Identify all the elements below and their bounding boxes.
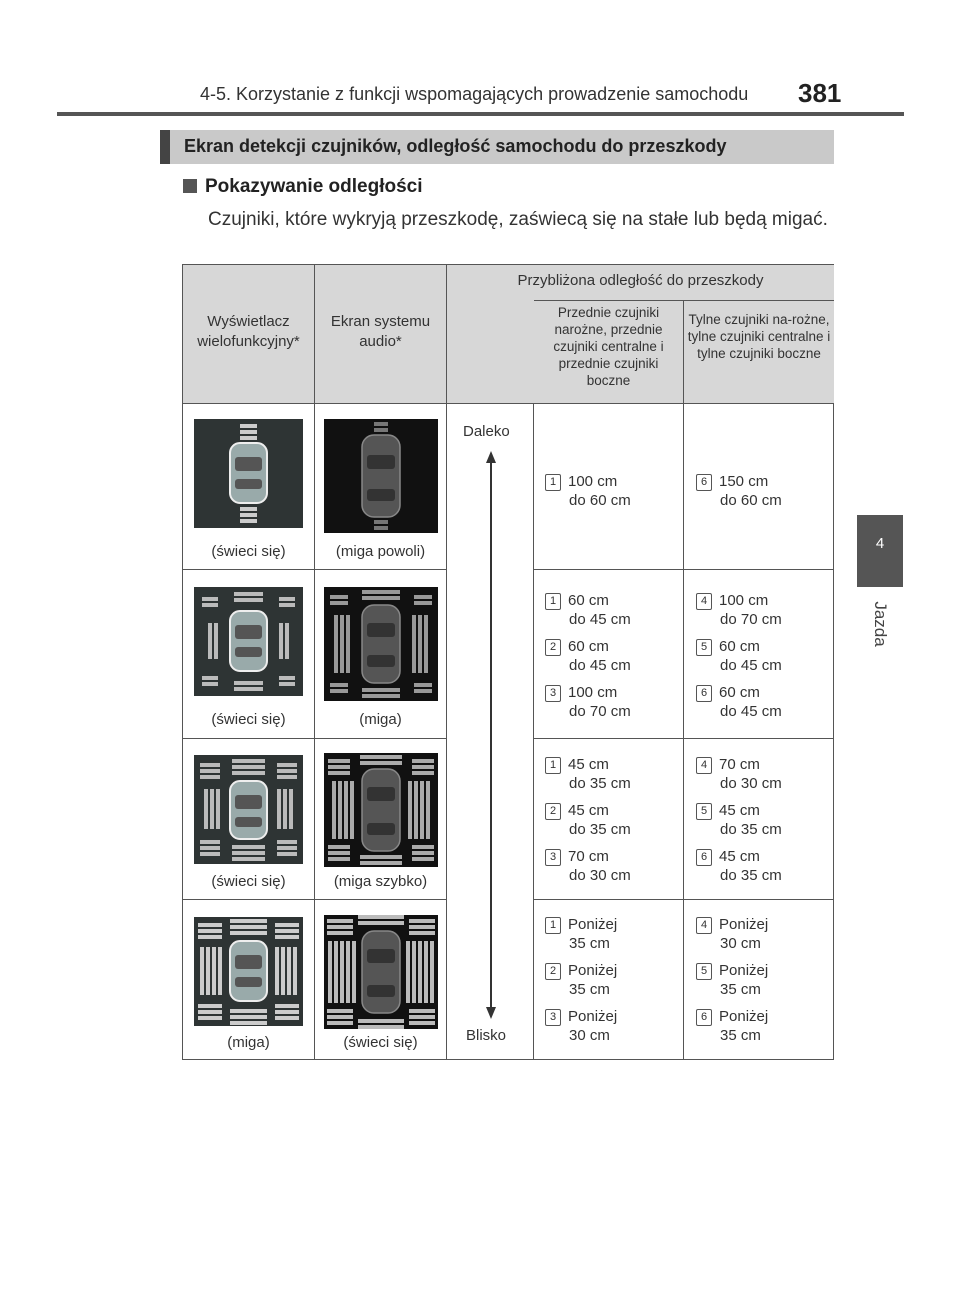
sensor-number: 2 bbox=[545, 803, 561, 820]
sensor-number: 4 bbox=[696, 593, 712, 610]
distance-entry: 3 Poniżej 30 cm bbox=[545, 1007, 617, 1045]
section-title: Ekran detekcji czujników, odległość samochodu do przeszkody bbox=[160, 130, 834, 164]
grid-line bbox=[533, 569, 834, 570]
header-audio-screen-text: Ekran systemu audio* bbox=[330, 313, 431, 350]
header-multi-display-text: Wyświetlacz wielofunkcyjny* bbox=[197, 313, 300, 350]
sensor-number: 3 bbox=[545, 1009, 561, 1026]
sensor-number: 1 bbox=[545, 474, 561, 491]
audio-screen-image-3 bbox=[324, 753, 438, 867]
distance-entry: 4 70 cm do 30 cm bbox=[696, 755, 782, 793]
sensor-number: 4 bbox=[696, 757, 712, 774]
sensor-number: 6 bbox=[696, 474, 712, 491]
multi-display-image-3 bbox=[194, 755, 303, 864]
multi-display-image-1 bbox=[194, 419, 303, 528]
header-rear-sensors-text: Tylne czujniki na-rożne, tylne czujniki centralne i tylne czujniki boczne bbox=[687, 312, 831, 361]
chapter-tab: 4 bbox=[857, 515, 903, 587]
audio-screen-caption: (miga szybko) bbox=[333, 873, 428, 890]
distance-entry: 3 100 cm do 70 cm bbox=[545, 683, 631, 721]
sensor-number: 6 bbox=[696, 1009, 712, 1026]
audio-screen-caption: (miga) bbox=[359, 711, 402, 728]
subheading-text: Pokazywanie odległości bbox=[205, 176, 423, 197]
distance-entry: 5 Poniżej 35 cm bbox=[696, 961, 768, 999]
sensor-number: 6 bbox=[696, 685, 712, 702]
near-label: Blisko bbox=[466, 1027, 507, 1044]
sensor-number: 2 bbox=[545, 639, 561, 656]
chapter-label-text: Jazda bbox=[871, 601, 890, 647]
distance-entry: 6 Poniżej 35 cm bbox=[696, 1007, 768, 1045]
distance-entry: 2 45 cm do 35 cm bbox=[545, 801, 631, 839]
grid-line bbox=[534, 300, 834, 301]
distance-entry: 5 60 cm do 45 cm bbox=[696, 637, 782, 675]
sensor-distance-table bbox=[182, 264, 834, 1060]
multi-display-caption: (miga) bbox=[227, 1034, 270, 1051]
distance-entry: 1 100 cm do 60 cm bbox=[545, 472, 631, 510]
chapter-label bbox=[858, 594, 902, 654]
distance-entry: 5 45 cm do 35 cm bbox=[696, 801, 782, 839]
audio-screen-image-1 bbox=[324, 419, 438, 533]
grid-line bbox=[533, 403, 534, 1059]
distance-entry: 6 60 cm do 45 cm bbox=[696, 683, 782, 721]
header-approx-distance-text: Przybliżona odległość do przeszkody bbox=[517, 272, 764, 289]
audio-screen-image-4 bbox=[324, 915, 438, 1029]
sensor-number: 5 bbox=[696, 963, 712, 980]
grid-line bbox=[314, 265, 315, 1059]
distance-entry: 1 45 cm do 35 cm bbox=[545, 755, 631, 793]
multi-display-caption: (świeci się) bbox=[211, 543, 286, 560]
grid-line bbox=[183, 899, 446, 900]
grid-line bbox=[446, 265, 447, 1059]
grid-line bbox=[183, 403, 834, 404]
header-front-sensors bbox=[534, 301, 683, 403]
distance-entry: 2 Poniżej 35 cm bbox=[545, 961, 617, 999]
grid-line bbox=[183, 569, 446, 570]
far-label: Daleko bbox=[463, 423, 510, 440]
grid-line bbox=[533, 899, 834, 900]
subheading bbox=[183, 176, 423, 198]
sensor-number: 1 bbox=[545, 917, 561, 934]
multi-display-caption: (świeci się) bbox=[211, 711, 286, 728]
header-rear-sensors bbox=[684, 301, 834, 403]
header-audio-screen bbox=[315, 265, 446, 403]
grid-line bbox=[683, 301, 684, 1059]
sensor-number: 5 bbox=[696, 803, 712, 820]
sensor-number: 5 bbox=[696, 639, 712, 656]
sensor-number: 4 bbox=[696, 917, 712, 934]
audio-screen-caption: (świeci się) bbox=[343, 1034, 418, 1051]
multi-display-image-4 bbox=[194, 917, 303, 1026]
grid-line bbox=[533, 738, 834, 739]
distance-entry: 4 100 cm do 70 cm bbox=[696, 591, 782, 629]
distance-arrow-icon bbox=[483, 451, 499, 1019]
sensor-number: 2 bbox=[545, 963, 561, 980]
multi-display-image-2 bbox=[194, 587, 303, 696]
distance-entry: 4 Poniżej 30 cm bbox=[696, 915, 768, 953]
sensor-number: 6 bbox=[696, 849, 712, 866]
audio-screen-image-2 bbox=[324, 587, 438, 701]
distance-entry: 6 150 cm do 60 cm bbox=[696, 472, 782, 510]
distance-entry: 1 60 cm do 45 cm bbox=[545, 591, 631, 629]
chapter-title: 4-5. Korzystanie z funkcji wspomagających prowadzenie samochodu bbox=[200, 84, 749, 104]
square-bullet-icon bbox=[183, 179, 197, 193]
page-number: 381 bbox=[798, 78, 842, 108]
audio-screen-caption: (miga powoli) bbox=[335, 543, 426, 560]
distance-entry: 2 60 cm do 45 cm bbox=[545, 637, 631, 675]
grid-line bbox=[183, 738, 446, 739]
distance-entry: 1 Poniżej 35 cm bbox=[545, 915, 617, 953]
sensor-number: 1 bbox=[545, 593, 561, 610]
sensor-number: 3 bbox=[545, 849, 561, 866]
header-front-sensors-text: Przednie czujniki narożne, przednie czujniki centralne i przednie czujniki boczne bbox=[553, 305, 664, 388]
header-rule bbox=[57, 112, 904, 116]
multi-display-caption: (świeci się) bbox=[211, 873, 286, 890]
sensor-number: 1 bbox=[545, 757, 561, 774]
sensor-number: 3 bbox=[545, 685, 561, 702]
distance-entry: 3 70 cm do 30 cm bbox=[545, 847, 631, 885]
header-multi-display bbox=[183, 265, 314, 403]
distance-entry: 6 45 cm do 35 cm bbox=[696, 847, 782, 885]
body-paragraph: Czujniki, które wykryją przeszkodę, zaświecą się na stałe lub będą migać. bbox=[208, 209, 828, 230]
